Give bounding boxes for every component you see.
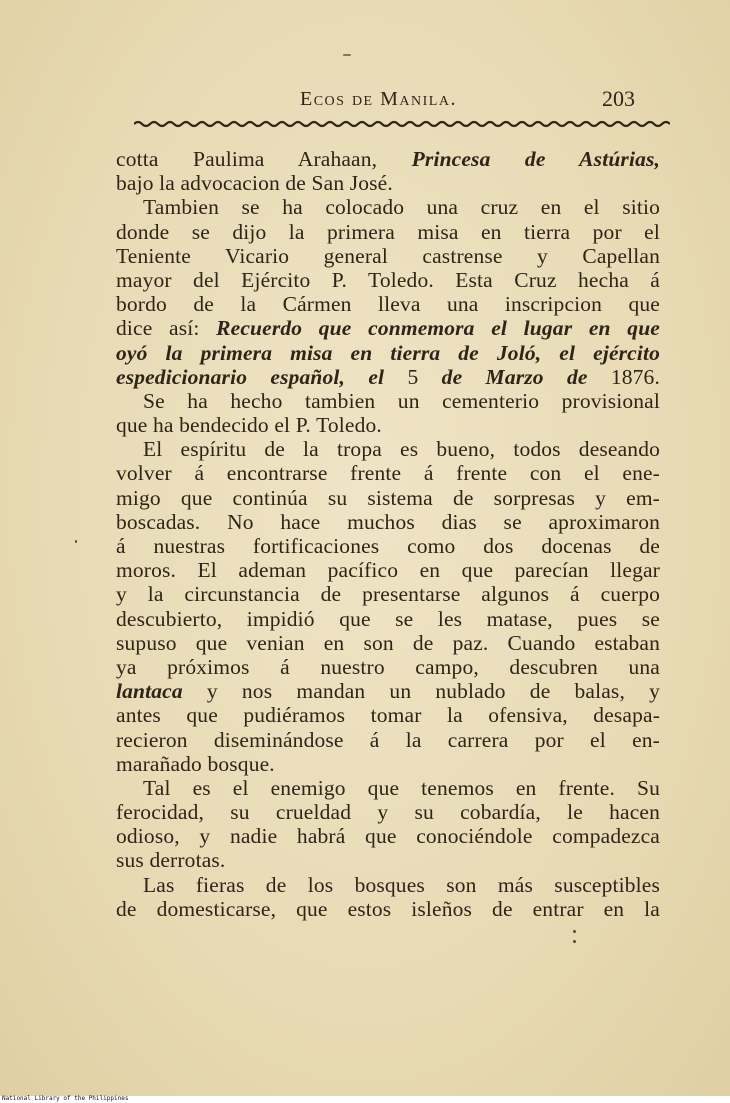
- running-head-text: Ecos de Manila.: [300, 88, 457, 110]
- text-line: bajo la advocacion de San José.: [116, 171, 393, 196]
- text-line: oyó la primera misa en tierra de Joló, el ejército: [116, 340, 660, 365]
- text-line: y la circunstancia de presentarse algunos á cuerpo: [116, 582, 660, 607]
- page-number: 203: [602, 86, 635, 111]
- body-text: [116, 147, 660, 921]
- footer-watermark-bar: [0, 1096, 730, 1103]
- text-line: migo que continúa su sistema de sorpresas y em-: [116, 485, 660, 510]
- text-line: marañado bosque.: [116, 751, 275, 776]
- text-line: dice así: Recuerdo que conmemora el lugar en que: [116, 316, 660, 341]
- text-line: volver á encontrarse frente á frente con el ene-: [116, 461, 660, 486]
- text-line: Tal es el enemigo que tenemos en frente. Su: [143, 775, 660, 800]
- text-line: donde se dijo la primera misa en tierra por el: [116, 219, 660, 244]
- paper-speck: [573, 940, 576, 943]
- text-line: lantaca y nos mandan un nublado de balas, y: [116, 679, 660, 704]
- text-line: espedicionario español, el 5 de Marzo de 1876.: [116, 364, 660, 389]
- text-line: Las fieras de los bosques son más susceptibles: [143, 872, 660, 897]
- text-line: boscadas. No hace muchos dias se aproximaron: [116, 509, 660, 534]
- text-line: moros. El ademan pacífico en que parecían llegar: [116, 558, 660, 583]
- text-line: á nuestras fortificaciones como dos docenas de: [116, 534, 660, 558]
- paper-speck: [573, 930, 576, 933]
- text-line: odioso, y nadie habrá que conociéndole compadezca: [116, 824, 660, 849]
- text-line: que ha bendecido el P. Toledo.: [116, 413, 382, 438]
- text-line: Tambien se ha colocado una cruz en el sitio: [143, 195, 660, 220]
- text-line: supuso que venian en son de paz. Cuando estaban: [116, 630, 660, 655]
- text-line: de domesticarse, que estos isleños de entrar en la: [116, 896, 660, 921]
- watermark-text: National Library of the Philippines: [2, 1095, 129, 1102]
- text-line: bordo de la Cármen lleva una inscripcion que: [116, 292, 660, 317]
- running-head-title: [300, 88, 457, 111]
- text-line: ferocidad, su crueldad y su cobardía, le hacen: [116, 800, 660, 825]
- text-line: Se ha hecho tambien un cementerio provisional: [143, 388, 660, 413]
- text-line: recieron diseminándose á la carrera por el en-: [116, 727, 660, 752]
- text-line: descubierto, impidió que se les matase, pues se: [116, 606, 660, 631]
- text-line: El espíritu de la tropa es bueno, todos deseando: [143, 437, 660, 462]
- text-line: mayor del Ejército P. Toledo. Esta Cruz hecha á: [116, 267, 660, 292]
- decorative-wavy-rule: [134, 117, 670, 129]
- paper-speck: [343, 54, 351, 56]
- text-line: antes que pudiéramos tomar la ofensiva, desapa-: [116, 703, 660, 728]
- text-line: sus derrotas.: [116, 848, 226, 873]
- text-line: Teniente Vicario general castrense y Capellan: [116, 243, 660, 268]
- text-line: cotta Paulima Arahaan, Princesa de Astúrias,: [116, 147, 661, 171]
- text-line: ya próximos á nuestro campo, descubren una: [116, 654, 660, 679]
- paper-speck: [75, 540, 77, 543]
